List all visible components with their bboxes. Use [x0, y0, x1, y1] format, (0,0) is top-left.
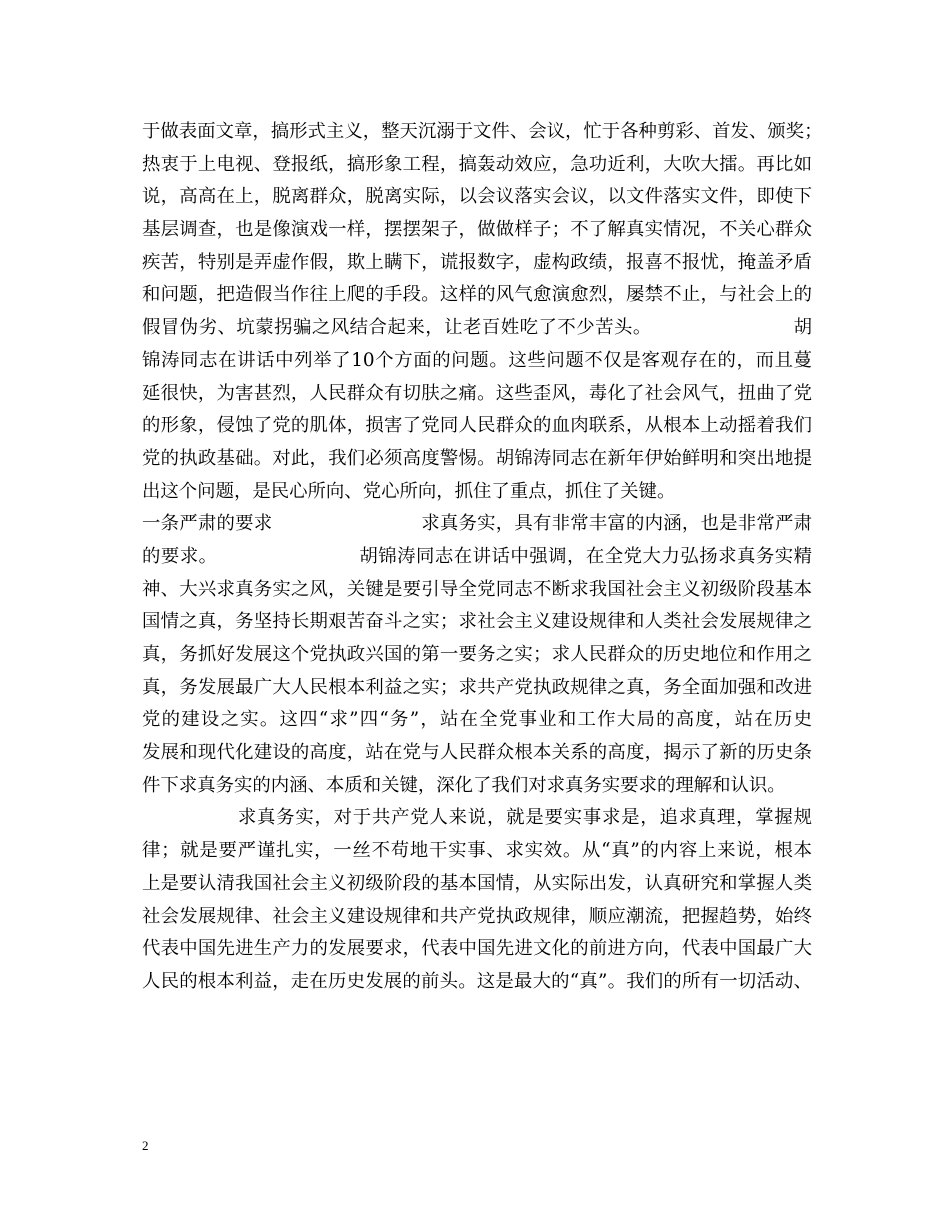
text-line: 党的建设之实。这四“求”四“务”，站在全党事业和工作大局的高度，站在历史: [142, 709, 812, 731]
text-line: 党的执政基础。对此，我们必须高度警惕。胡锦涛同志在新年伊始鲜明和突出地提: [142, 447, 812, 469]
text-line: 件下求真务实的内涵、本质和关键，深化了我们对求真务实要求的理解和认识。: [142, 774, 786, 796]
text-line: 假冒伪劣、坑蒙拐骗之风结合起来，让老百姓吃了不少苦头。 胡: [142, 317, 812, 339]
text-line: 国情之真，务坚持长期艰苦奋斗之实；求社会主义建设规律和人类社会发展规律之: [142, 611, 812, 633]
text-line: 神、大兴求真务实之风，关键是要引导全党同志不断求我国社会主义初级阶段基本: [142, 578, 812, 600]
text-line: 求真务实，对于共产党人来说，就是要实事求是，追求真理，掌握规: [142, 807, 812, 829]
text-line: 发展和现代化建设的高度，站在党与人民群众根本关系的高度，揭示了新的历史条: [142, 742, 812, 764]
text-line: 代表中国先进生产力的发展要求，代表中国先进文化的前进方向，代表中国最广大: [142, 938, 812, 960]
body-text: [142, 116, 823, 999]
text-line: 说，高高在上，脱离群众，脱离实际，以会议落实会议，以文件落实文件，即使下: [142, 186, 812, 208]
text-line: 一条严肃的要求 求真务实，具有非常丰富的内涵，也是非常严肃: [142, 513, 812, 535]
text-line: 延很快，为害甚烈，人民群众有切肤之痛。这些歪风，毒化了社会风气，扭曲了党: [142, 382, 812, 404]
text-line: 基层调查，也是像演戏一样，摆摆架子，做做样子；不了解真实情况，不关心群众: [142, 219, 812, 241]
text-line: 社会发展规律、社会主义建设规律和共产党执政规律，顺应潮流，把握趋势，始终: [142, 905, 812, 927]
text-line: 真，务发展最广大人民根本利益之实；求共产党执政规律之真，务全面加强和改进: [142, 676, 812, 698]
text-line: 的形象，侵蚀了党的肌体，损害了党同人民群众的血肉联系，从根本上动摇着我们: [142, 415, 812, 437]
text-line: 疾苦，特别是弄虚作假，欺上瞒下，谎报数字，虚构政绩，报喜不报忧，掩盖矛盾: [142, 251, 812, 273]
text-line: 热衷于上电视、登报纸，搞形象工程，搞轰动效应，急功近利，大吹大擂。再比如: [142, 153, 812, 175]
text-line: 出这个问题，是民心所向、党心所向，抓住了重点，抓住了关键。: [142, 480, 676, 502]
text-line: 于做表面文章，搞形式主义，整天沉溺于文件、会议，忙于各种剪彩、首发、颁奖；: [142, 121, 823, 142]
text-line: 人民的根本利益，走在历史发展的前头。这是最大的“真”。我们的所有一切活动、: [142, 970, 812, 992]
text-line: 律；就是要严谨扎实，一丝不苟地干实事、求实效。从“真”的内容上来说，根本: [142, 840, 812, 862]
text-line: 和问题，把造假当作往上爬的手段。这样的风气愈演愈烈，屡禁不止，与社会上的: [142, 284, 812, 306]
text-line: 上是要认清我国社会主义初级阶段的基本国情，从实际出发，认真研究和掌握人类: [142, 872, 812, 894]
text-line: 真，务抓好发展这个党执政兴国的第一要务之实；求人民群众的历史地位和作用之: [142, 644, 812, 665]
text-line: 的要求。 胡锦涛同志在讲话中强调，在全党大力弘扬求真务实精: [142, 545, 812, 567]
page-number: 2: [142, 1138, 149, 1153]
text-line: 锦涛同志在讲话中列举了10个方面的问题。这些问题不仅是客观存在的，而且蔓: [142, 349, 812, 371]
